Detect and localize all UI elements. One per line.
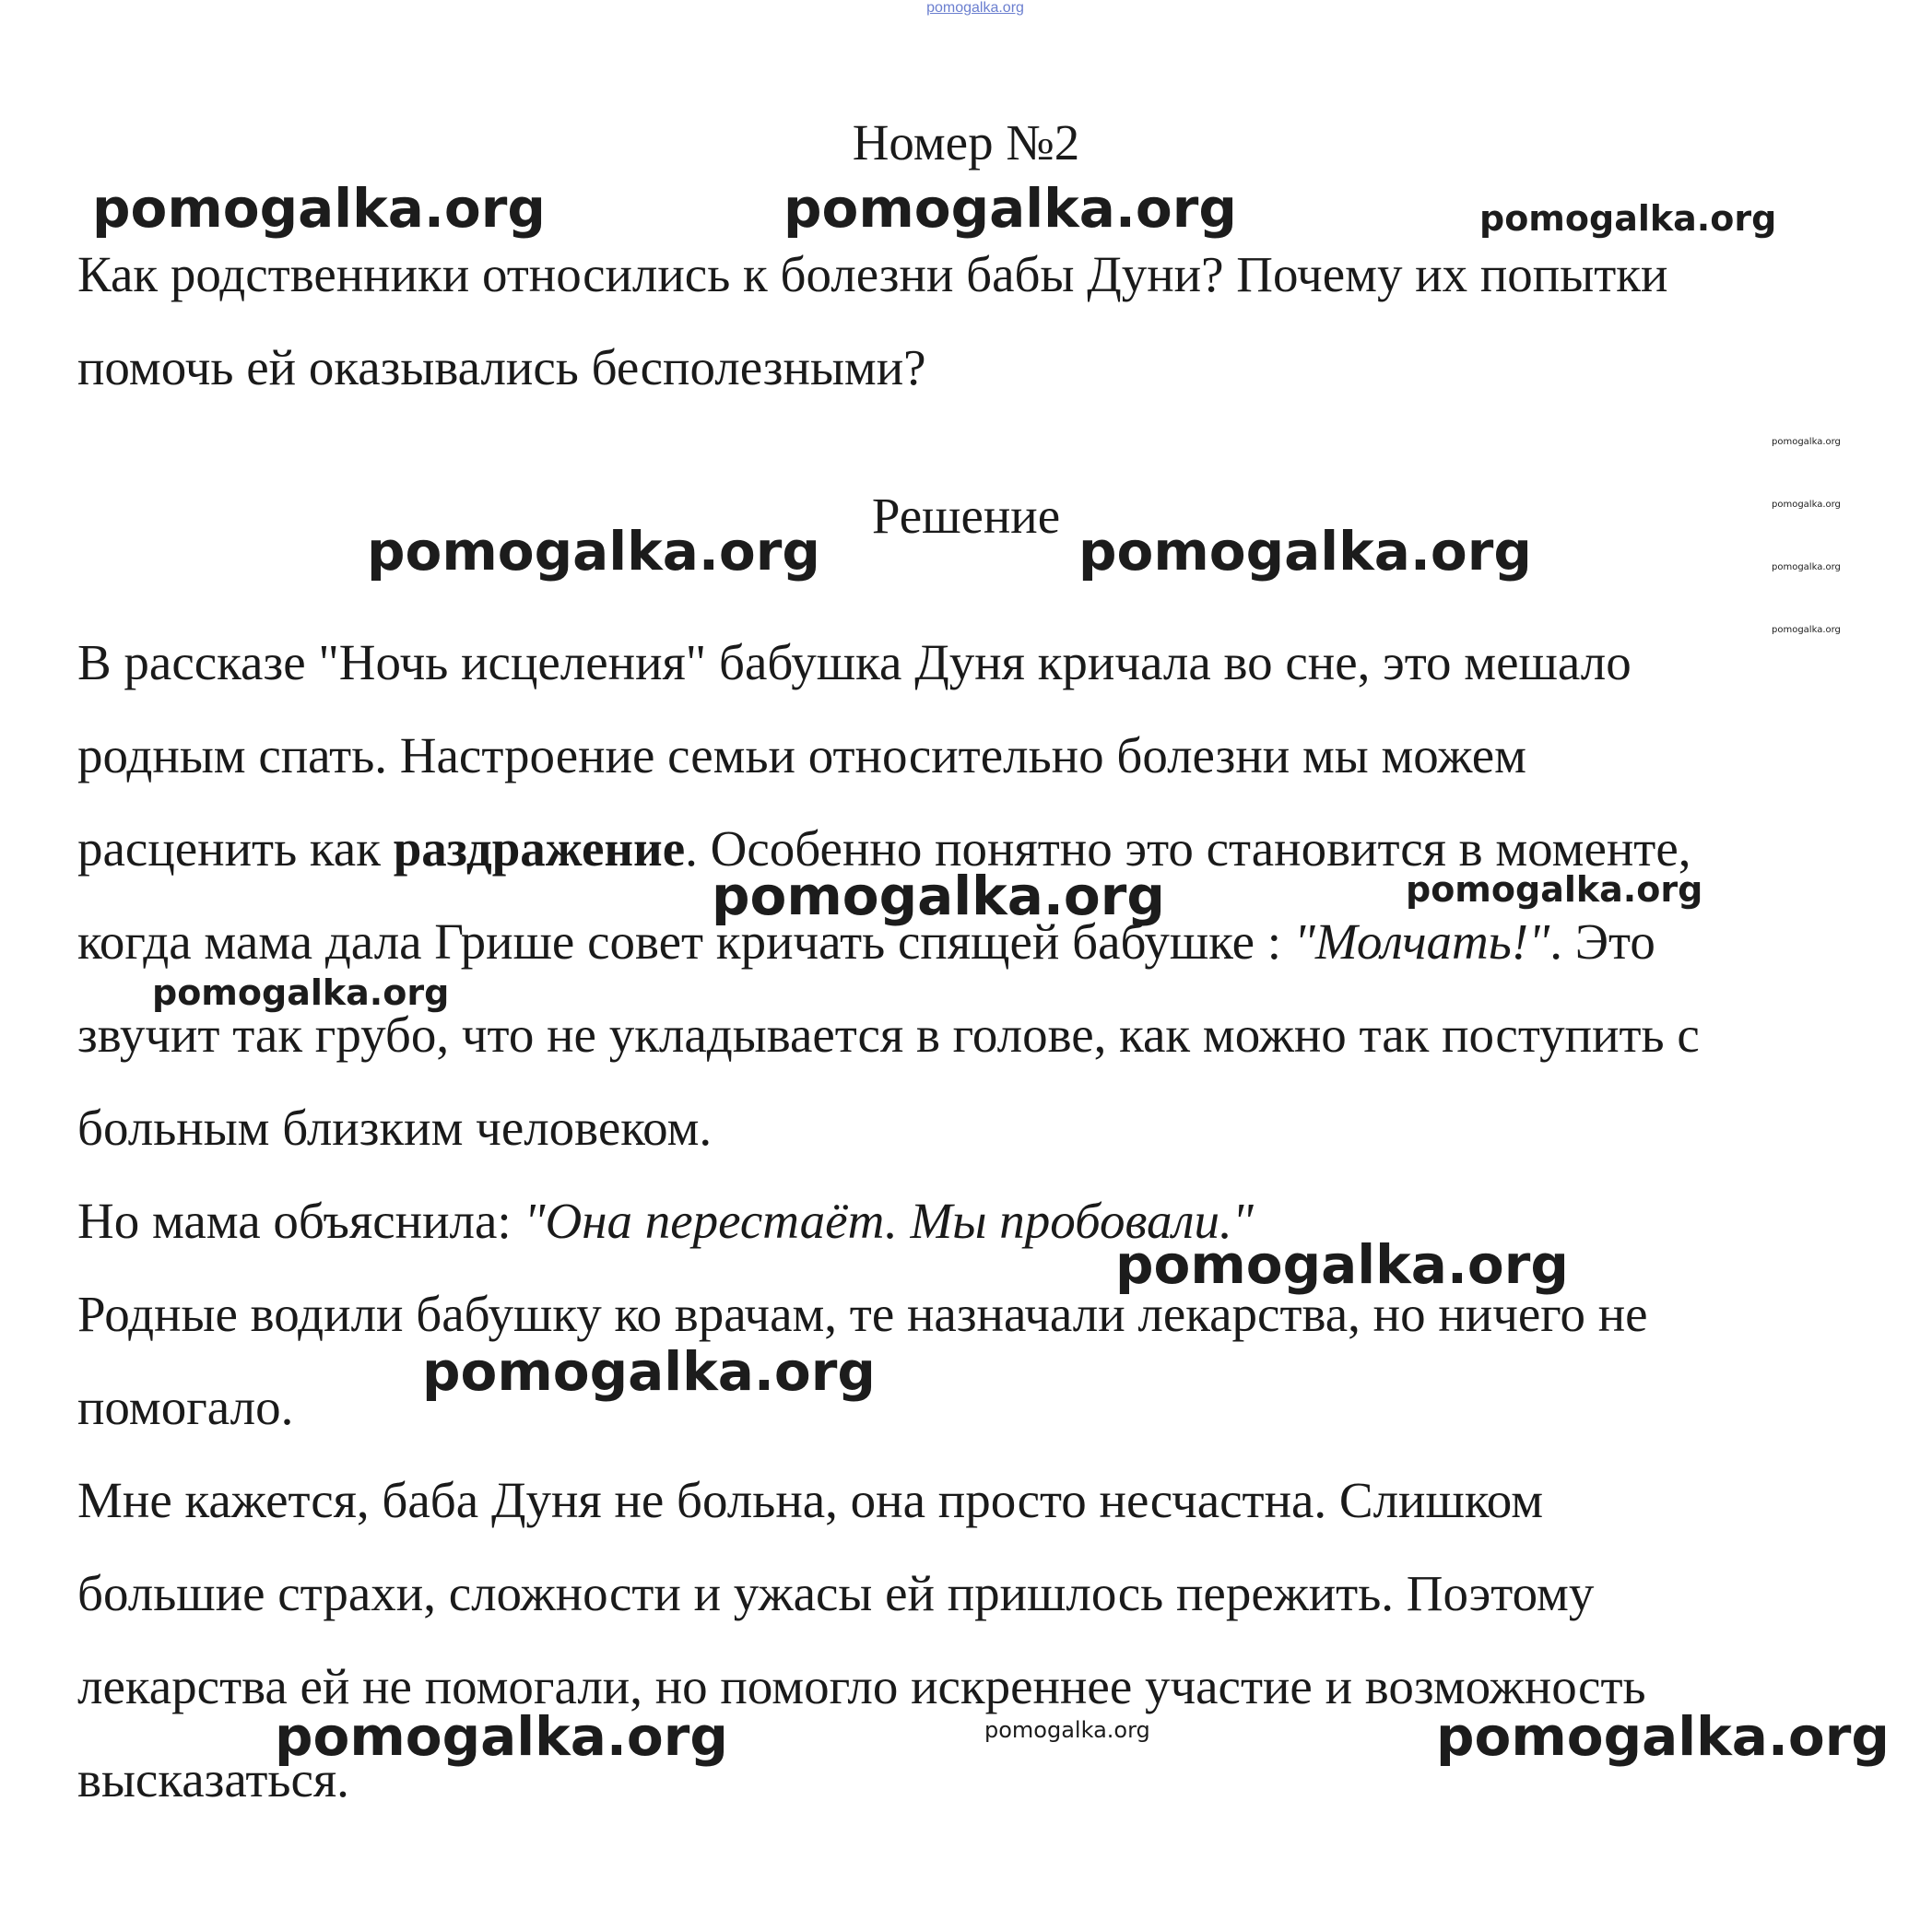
answer-line-11: большие страхи, сложности и ужасы ей пришлось пережить. Поэтому [77,1565,1595,1621]
answer-line-4-a: когда мама дала Грише совет кричать спящей бабушке : [77,913,1294,970]
answer-line-4-c: . Это [1549,913,1655,970]
watermark: pomogalka.org [984,1717,1150,1743]
watermark: pomogalka.org [1772,500,1841,510]
answer-line-3-a: расценить как [77,820,394,877]
top-site-link[interactable]: pomogalka.org [926,0,1024,16]
answer-line-2: родным спать. Настроение семьи относительно болезни мы можем [77,727,1526,783]
watermark: pomogalka.org [783,177,1237,240]
answer-line-5: звучит так грубо, что не укладывается в голове, как можно так поступить с [77,1007,1700,1063]
watermark: pomogalka.org [92,177,546,240]
watermark: pomogalka.org [1479,198,1777,239]
answer-line-7 [77,1174,1875,1267]
answer-line-1: В рассказе "Ночь исцеления" бабушка Дуня кричала во сне, это мешало [77,634,1632,690]
question-line-2: помочь ей оказывались бесполезными? [77,339,926,395]
watermark: pomogalka.org [367,520,820,583]
watermark: pomogalka.org [1772,562,1841,572]
quote-mother: "Она перестаёт. Мы пробовали." [524,1193,1254,1249]
watermark: pomogalka.org [1115,1233,1569,1296]
answer-line-9: помогало. [77,1379,294,1435]
answer-line-8: Родные водили бабушку ко врачам, те назначали лекарства, но ничего не [77,1286,1648,1342]
answer-line-12: лекарства ей не помогали, но помогло искреннее участие и возможность [77,1658,1646,1714]
watermark: pomogalka.org [1772,625,1841,635]
watermark: pomogalka.org [1406,869,1703,910]
answer-line-6: больным близким человеком. [77,1100,713,1156]
quote-be-silent: "Молчать!" [1293,913,1550,970]
answer-line-7-a: Но мама объяснила: [77,1193,524,1249]
keyword-irritation: раздражение [393,820,686,877]
answer-line-10: Мне кажется, баба Дуня не больна, она просто несчастна. Слишком [77,1472,1544,1528]
watermark: pomogalka.org [1436,1705,1890,1768]
answer-line-13: высказаться. [77,1751,349,1807]
watermark: pomogalka.org [275,1705,728,1768]
watermark: pomogalka.org [1772,437,1841,447]
page-title: Номер №2 [852,114,1080,171]
watermark: pomogalka.org [152,972,450,1013]
question-line-1: Как родственники относились к болезни бабы Дуни? Почему их попытки [77,246,1668,302]
watermark: pomogalka.org [422,1340,876,1403]
answer-line-3-c: . Особенно понятно это становится в моменте, [685,820,1691,877]
solution-heading: Решение [871,488,1061,544]
watermark: pomogalka.org [1078,520,1532,583]
watermark: pomogalka.org [712,865,1165,927]
